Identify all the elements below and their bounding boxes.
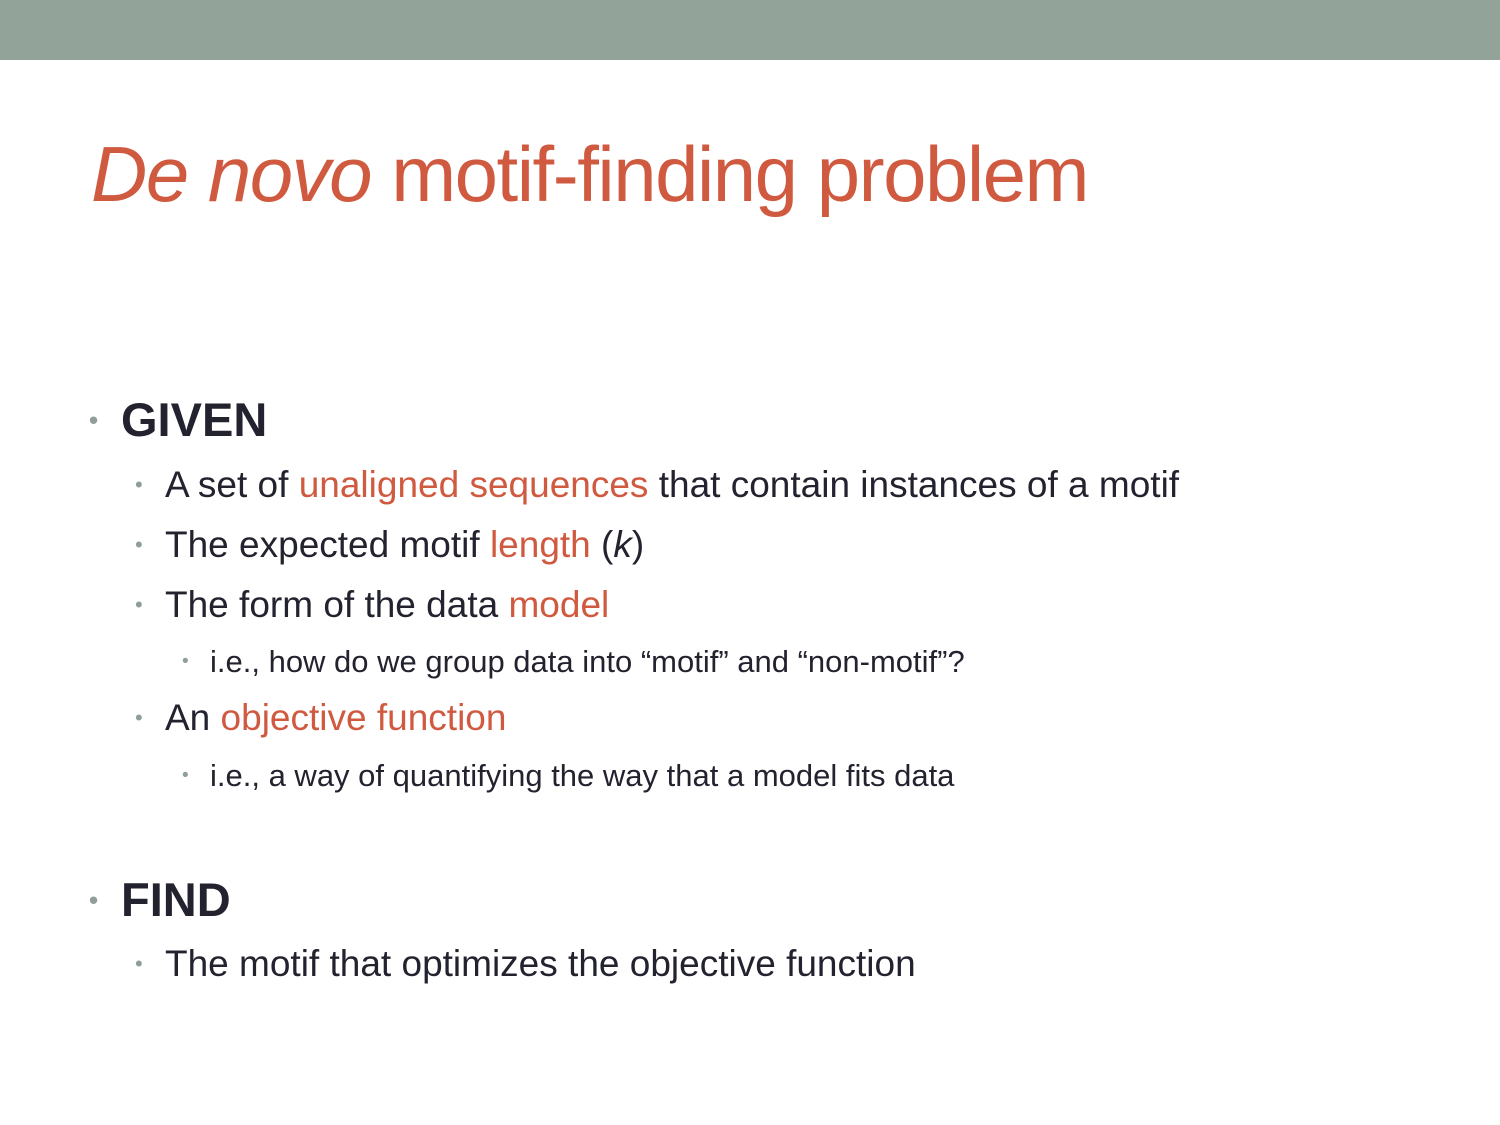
find-item-optimize bbox=[135, 940, 916, 988]
bullet-icon: • bbox=[182, 651, 189, 672]
given-item-data-model bbox=[135, 581, 610, 629]
bullet-icon: • bbox=[182, 765, 189, 786]
given-heading-text: GIVEN bbox=[121, 393, 268, 446]
item-text: An bbox=[165, 697, 221, 738]
item-highlight: length bbox=[489, 524, 591, 565]
find-heading bbox=[89, 870, 231, 930]
title-italic-part: De novo bbox=[91, 130, 372, 218]
item-text: ) bbox=[631, 524, 645, 565]
item-text: The expected motif bbox=[165, 524, 490, 565]
bullet-icon: • bbox=[135, 592, 143, 617]
title-rest: motif-finding problem bbox=[371, 130, 1089, 218]
item-text: A set of bbox=[165, 464, 299, 505]
bullet-icon: • bbox=[135, 472, 143, 497]
slide-title bbox=[91, 124, 1088, 224]
given-subitem-quantifying bbox=[182, 756, 955, 796]
bullet-icon: • bbox=[89, 405, 99, 435]
item-highlight: unaligned sequences bbox=[298, 464, 649, 505]
bullet-icon: • bbox=[89, 885, 99, 915]
item-text: The form of the data bbox=[165, 584, 509, 625]
item-text: The motif that optimizes the objective function bbox=[165, 943, 916, 984]
given-heading bbox=[89, 390, 268, 450]
bullet-icon: • bbox=[135, 951, 143, 976]
subitem-text: i.e., how do we group data into “motif” and “non-motif”? bbox=[210, 644, 965, 679]
find-heading-text: FIND bbox=[121, 873, 231, 926]
bullet-icon: • bbox=[135, 705, 143, 730]
item-highlight: objective function bbox=[220, 697, 507, 738]
given-item-unaligned-sequences bbox=[135, 461, 1180, 509]
bullet-icon: • bbox=[135, 532, 143, 557]
top-accent-bar bbox=[0, 0, 1500, 60]
given-item-objective-function bbox=[135, 694, 507, 742]
item-highlight: model bbox=[508, 584, 610, 625]
item-text: that contain instances of a motif bbox=[648, 464, 1180, 505]
item-text: ( bbox=[590, 524, 614, 565]
item-variable: k bbox=[613, 524, 632, 565]
given-subitem-grouping bbox=[182, 642, 965, 682]
given-item-motif-length bbox=[135, 521, 645, 569]
subitem-text: i.e., a way of quantifying the way that a model fits data bbox=[210, 758, 955, 793]
